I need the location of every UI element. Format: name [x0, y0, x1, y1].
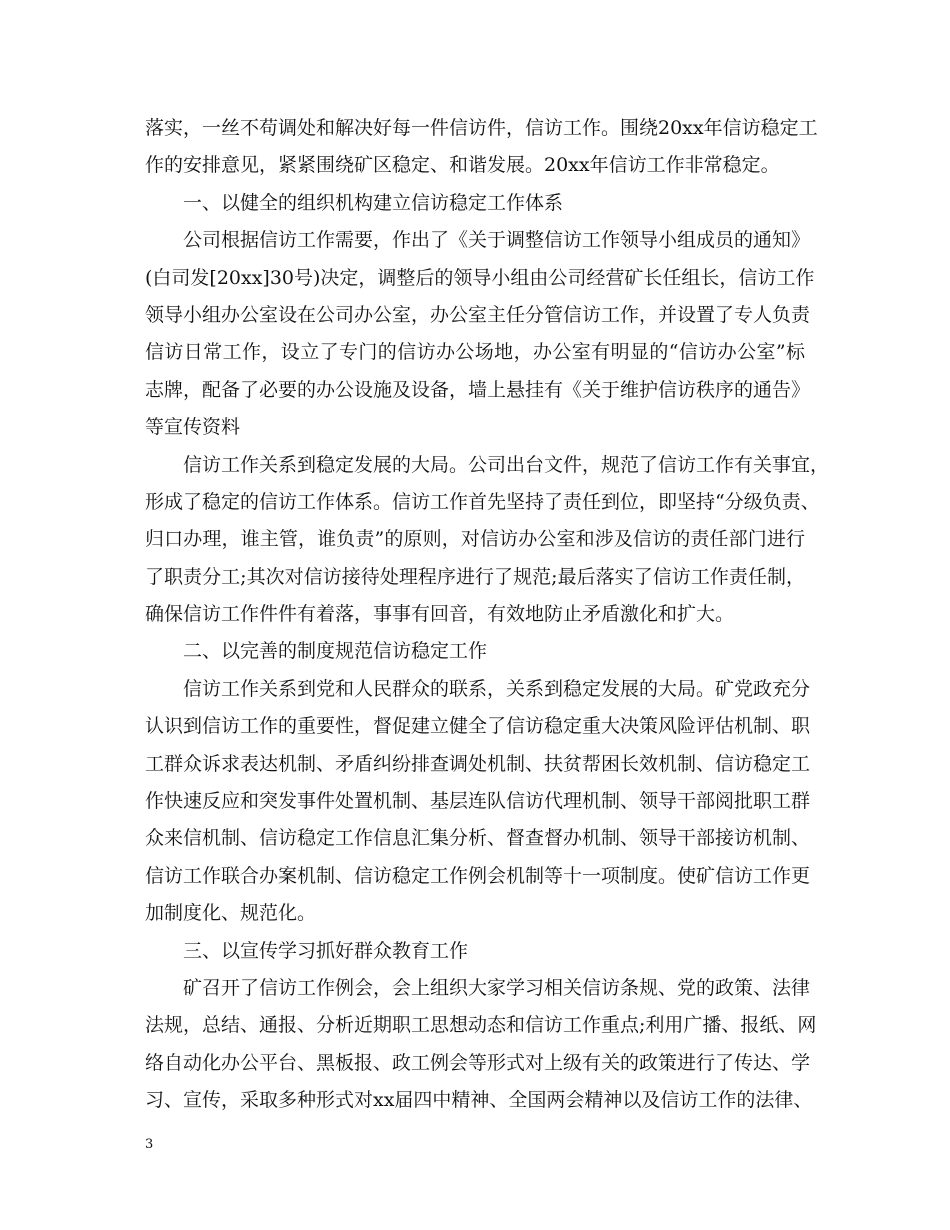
section-heading-2: 二、以完善的制度规范信访稳定工作 — [183, 640, 488, 663]
text-line: (白司发[20xx]30号)决定，调整后的领导小组由公司经营矿长任组长，信访工作 — [145, 266, 815, 289]
text-line: 信访工作关系到党和人民群众的联系，关系到稳定发展的大局。矿党政充分 — [183, 677, 811, 700]
text-line: 信访工作联合办案机制、信访稳定工作例会机制等十一项制度。使矿信访工作更 — [145, 864, 811, 887]
text-line: 信访工作关系到稳定发展的大局。公司出台文件，规范了信访工作有关事宜， — [183, 453, 830, 476]
text-line: 络自动化办公平台、黑板报、政工例会等形式对上级有关的政策进行了传达、学 — [145, 1051, 811, 1074]
body-text — [145, 110, 830, 1120]
section-heading-3: 三、以宣传学习抓好群众教育工作 — [183, 939, 469, 962]
text-line: 形成了稳定的信访工作体系。信访工作首先坚持了责任到位，即坚持“分级负责、 — [145, 490, 820, 513]
text-line: 工群众诉求表达机制、矛盾纠纷排查调处机制、扶贫帮困长效机制、信访稳定工 — [145, 752, 811, 775]
text-line: 等宣传资料 — [145, 416, 241, 439]
text-line: 公司根据信访工作需要，作出了《关于调整信访工作领导小组成员的通知》 — [183, 229, 811, 252]
page-number: 3 — [145, 1137, 154, 1152]
text-line: 信访日常工作，设立了专门的信访办公场地，办公室有明显的“信访办公室”标 — [145, 341, 805, 364]
text-line: 矿召开了信访工作例会，会上组织大家学习相关信访条规、党的政策、法律 — [183, 976, 811, 999]
section-heading-1: 一、以健全的组织机构建立信访稳定工作体系 — [183, 191, 564, 214]
text-line: 作的安排意见，紧紧围绕矿区稳定、和谐发展。20xx年信访工作非常稳定。 — [145, 154, 780, 177]
text-line: 作快速反应和突发事件处置机制、基层连队信访代理机制、领导干部阅批职工群 — [145, 790, 811, 813]
text-line: 志牌，配备了必要的办公设施及设备，墙上悬挂有《关于维护信访秩序的通告》 — [145, 378, 811, 401]
text-line: 加制度化、规范化。 — [145, 902, 317, 925]
text-line: 落实，一丝不苟调处和解决好每一件信访件，信访工作。围绕20xx年信访稳定工 — [145, 117, 818, 139]
text-line: 众来信机制、信访稳定工作信息汇集分析、督查督办机制、领导干部接访机制、 — [145, 827, 811, 850]
text-line: 认识到信访工作的重要性，督促建立健全了信访稳定重大决策风险评估机制、职 — [145, 715, 811, 738]
text-line: 归口办理，谁主管，谁负责”的原则，对信访办公室和涉及信访的责任部门进行 — [145, 528, 805, 551]
text-line: 确保信访工作件件有着落，事事有回音，有效地防止矛盾激化和扩大。 — [145, 603, 735, 626]
text-line: 法规，总结、通报、分析近期职工思想动态和信访工作重点;利用广播、报纸、网 — [145, 1014, 817, 1037]
text-line: 习、宣传，采取多种形式对xx届四中精神、全国两会精神以及信访工作的法律、 — [145, 1089, 813, 1112]
text-line: 领导小组办公室设在公司办公室，办公室主任分管信访工作，并设置了专人负责 — [145, 303, 811, 326]
text-line: 了职责分工;其次对信访接待处理程序进行了规范;最后落实了信访工作责任制， — [145, 565, 805, 588]
